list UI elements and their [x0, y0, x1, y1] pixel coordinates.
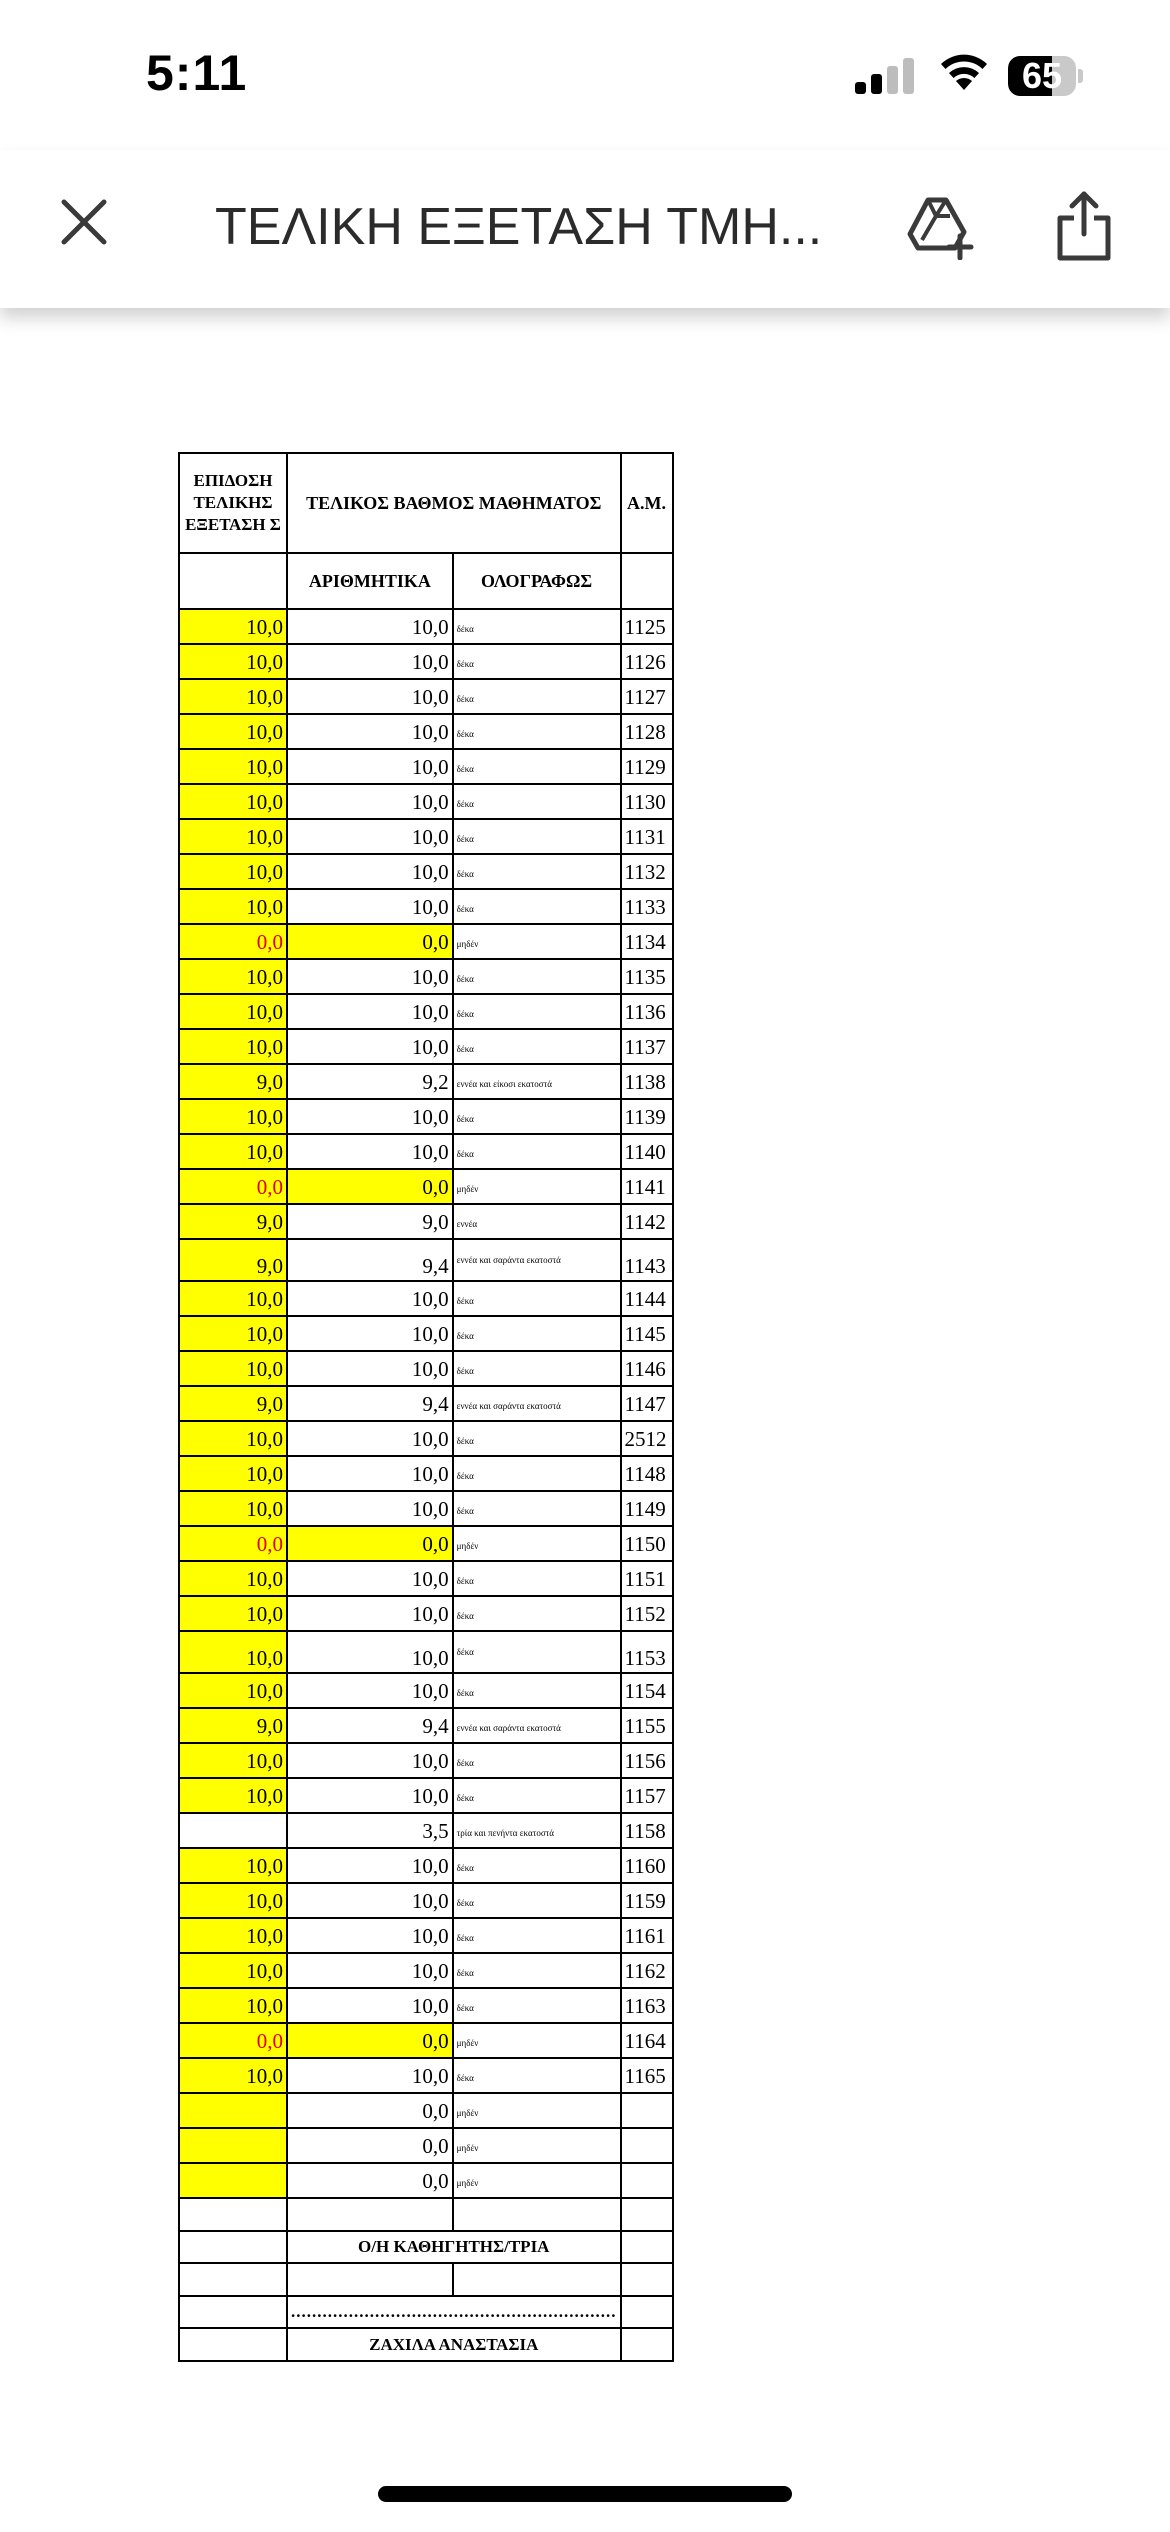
table-subheader-row: [179, 553, 673, 609]
table-row: [179, 1281, 673, 1316]
cell-olografos: δέκα: [453, 1281, 621, 1316]
table-row: [179, 1316, 673, 1351]
cell-arithmitika: 3,5: [287, 1813, 453, 1848]
cell-olografos: δέκα: [453, 1743, 621, 1778]
cell-arithmitika: 10,0: [287, 644, 453, 679]
cell-olografos: δέκα: [453, 1918, 621, 1953]
cell-olografos: μηδέν: [453, 2093, 621, 2128]
cell-olografos: μηδέν: [453, 924, 621, 959]
close-icon[interactable]: [54, 192, 114, 252]
subheader-empty: [621, 553, 673, 609]
cell-epidosi: 10,0: [179, 1281, 287, 1316]
cell-arithmitika: 10,0: [287, 749, 453, 784]
cell-am: 1142: [621, 1204, 673, 1239]
cell-olografos: δέκα: [453, 854, 621, 889]
home-indicator[interactable]: [378, 2486, 792, 2502]
cell-epidosi: 0,0: [179, 924, 287, 959]
cellular-signal-icon: [855, 58, 917, 94]
viewer-header: [0, 150, 1170, 308]
cell-epidosi: 0,0: [179, 1526, 287, 1561]
table-row: [179, 1239, 673, 1281]
table-row: [179, 749, 673, 784]
cell-epidosi: 10,0: [179, 854, 287, 889]
table-row: [179, 1064, 673, 1099]
cell-epidosi: 10,0: [179, 1351, 287, 1386]
cell-arithmitika: 10,0: [287, 1491, 453, 1526]
signature-line: ..............................................................: [287, 2296, 621, 2329]
cell-olografos: δέκα: [453, 889, 621, 924]
cell-arithmitika: 10,0: [287, 1099, 453, 1134]
cell-arithmitika: 10,0: [287, 609, 453, 644]
table-row: [179, 714, 673, 749]
cell-olografos: δέκα: [453, 1421, 621, 1456]
cell-arithmitika: 10,0: [287, 1631, 453, 1673]
cell-arithmitika: 9,4: [287, 1239, 453, 1281]
table-row: [179, 1813, 673, 1848]
cell-olografos: μηδέν: [453, 1169, 621, 1204]
table-row: [179, 854, 673, 889]
cell-epidosi: 10,0: [179, 609, 287, 644]
cell-arithmitika: 10,0: [287, 1743, 453, 1778]
cell-olografos: εννέα: [453, 1204, 621, 1239]
grades-table: [178, 452, 674, 2362]
cell-epidosi: 10,0: [179, 1029, 287, 1064]
cell-am: 1153: [621, 1631, 673, 1673]
cell-am: 1129: [621, 749, 673, 784]
cell-epidosi: [179, 1813, 287, 1848]
table-row: [179, 1883, 673, 1918]
cell-arithmitika: 10,0: [287, 1673, 453, 1708]
cell-olografos: εννέα και σαράντα εκατοστά: [453, 1386, 621, 1421]
cell-epidosi: 10,0: [179, 1596, 287, 1631]
table-row: [179, 2058, 673, 2093]
footer-row-blank: [179, 2263, 673, 2296]
table-row: [179, 1743, 673, 1778]
cell-olografos: δέκα: [453, 1631, 621, 1673]
cell-arithmitika: 10,0: [287, 679, 453, 714]
table-row: [179, 1778, 673, 1813]
cell-arithmitika: 10,0: [287, 2058, 453, 2093]
table-row: [179, 1029, 673, 1064]
table-row: [179, 1169, 673, 1204]
cell-arithmitika: 10,0: [287, 1918, 453, 1953]
cell-olografos: μηδέν: [453, 1526, 621, 1561]
header-telikos: ΤΕΛΙΚΟΣ ΒΑΘΜΟΣ ΜΑΘΗΜΑΤΟΣ: [287, 453, 621, 553]
cell-epidosi: 10,0: [179, 1631, 287, 1673]
cell-olografos: δέκα: [453, 1456, 621, 1491]
subheader-empty: [179, 553, 287, 609]
cell-arithmitika: 10,0: [287, 1883, 453, 1918]
cell-am: 1150: [621, 1526, 673, 1561]
cell-olografos: μηδέν: [453, 2163, 621, 2198]
cell-olografos: μηδέν: [453, 2023, 621, 2058]
cell-olografos: δέκα: [453, 1099, 621, 1134]
cell-olografos: δέκα: [453, 1883, 621, 1918]
cell-epidosi: 10,0: [179, 1099, 287, 1134]
cell-epidosi: 10,0: [179, 1456, 287, 1491]
cell-epidosi: 10,0: [179, 994, 287, 1029]
footer-row-professor-name: [179, 2328, 673, 2361]
cell-epidosi: 10,0: [179, 1743, 287, 1778]
cell-am: [621, 2128, 673, 2163]
cell-olografos: δέκα: [453, 1778, 621, 1813]
cell-arithmitika: 10,0: [287, 1029, 453, 1064]
cell-olografos: δέκα: [453, 1491, 621, 1526]
cell-arithmitika: 9,0: [287, 1204, 453, 1239]
table-row: [179, 679, 673, 714]
cell-am: 1130: [621, 784, 673, 819]
table-row: [179, 644, 673, 679]
cell-olografos: δέκα: [453, 1561, 621, 1596]
wifi-icon: [938, 52, 990, 92]
footer-row-professor-label: [179, 2231, 673, 2264]
cell-olografos: δέκα: [453, 1596, 621, 1631]
cell-epidosi: 10,0: [179, 1561, 287, 1596]
cell-arithmitika: 10,0: [287, 819, 453, 854]
cell-epidosi: 10,0: [179, 679, 287, 714]
table-row: [179, 1988, 673, 2023]
cell-am: 1140: [621, 1134, 673, 1169]
cell-olografos: τρία και πενήντα εκατοστά: [453, 1813, 621, 1848]
cell-arithmitika: 10,0: [287, 1281, 453, 1316]
cell-am: 1131: [621, 819, 673, 854]
table-row: [179, 1673, 673, 1708]
cell-arithmitika: 10,0: [287, 1351, 453, 1386]
cell-arithmitika: 9,4: [287, 1386, 453, 1421]
table-row: [179, 2163, 673, 2198]
cell-arithmitika: 10,0: [287, 1953, 453, 1988]
cell-am: 1165: [621, 2058, 673, 2093]
cell-epidosi: 10,0: [179, 1673, 287, 1708]
cell-olografos: δέκα: [453, 1316, 621, 1351]
status-time: 5:11: [146, 45, 248, 101]
cell-epidosi: 9,0: [179, 1064, 287, 1099]
status-bar: [0, 0, 1170, 150]
cell-am: [621, 2163, 673, 2198]
cell-am: 1154: [621, 1673, 673, 1708]
cell-am: 1162: [621, 1953, 673, 1988]
cell-am: 1134: [621, 924, 673, 959]
header-arithmitika: ΑΡΙΘΜΗΤΙΚΑ: [287, 553, 453, 609]
cell-arithmitika: 10,0: [287, 1988, 453, 2023]
table-row: [179, 959, 673, 994]
cell-olografos: δέκα: [453, 819, 621, 854]
cell-arithmitika: 0,0: [287, 924, 453, 959]
cell-epidosi: [179, 2128, 287, 2163]
cell-am: 1125: [621, 609, 673, 644]
cell-epidosi: 10,0: [179, 1491, 287, 1526]
battery-level: 65: [1021, 56, 1063, 96]
cell-am: 1160: [621, 1848, 673, 1883]
cell-am: 1126: [621, 644, 673, 679]
cell-olografos: δέκα: [453, 1848, 621, 1883]
cell-am: 1157: [621, 1778, 673, 1813]
header-am: Α.Μ.: [621, 453, 673, 553]
cell-am: 1146: [621, 1351, 673, 1386]
share-icon[interactable]: [1054, 188, 1114, 262]
table-row: [179, 1953, 673, 1988]
cell-arithmitika: 10,0: [287, 714, 453, 749]
cell-am: 1143: [621, 1239, 673, 1281]
cell-am: 1152: [621, 1596, 673, 1631]
cell-am: 1136: [621, 994, 673, 1029]
cell-olografos: δέκα: [453, 644, 621, 679]
cell-arithmitika: 10,0: [287, 1848, 453, 1883]
cell-epidosi: 10,0: [179, 1134, 287, 1169]
table-row: [179, 1848, 673, 1883]
cell-olografos: δέκα: [453, 714, 621, 749]
cell-am: 1149: [621, 1491, 673, 1526]
header-epidosi: ΕΠΙΔΟΣΗ ΤΕΛΙΚΗΣ ΕΞΕΤΑΣΗ Σ: [179, 453, 287, 553]
cell-arithmitika: 10,0: [287, 854, 453, 889]
table-row: [179, 1204, 673, 1239]
cell-arithmitika: 10,0: [287, 1561, 453, 1596]
cell-epidosi: 10,0: [179, 2058, 287, 2093]
cell-epidosi: 0,0: [179, 1169, 287, 1204]
cell-olografos: δέκα: [453, 609, 621, 644]
footer-row-signature: [179, 2296, 673, 2329]
cell-epidosi: 10,0: [179, 1316, 287, 1351]
cell-arithmitika: 0,0: [287, 2093, 453, 2128]
table-row: [179, 1918, 673, 1953]
table-header-row: [179, 453, 673, 553]
table-row: [179, 924, 673, 959]
table-row: [179, 1708, 673, 1743]
cell-am: 1145: [621, 1316, 673, 1351]
cell-epidosi: 10,0: [179, 749, 287, 784]
table-row: [179, 1631, 673, 1673]
cell-am: 1138: [621, 1064, 673, 1099]
cell-epidosi: 10,0: [179, 1953, 287, 1988]
cell-am: 1159: [621, 1883, 673, 1918]
cell-epidosi: 9,0: [179, 1204, 287, 1239]
cell-epidosi: 10,0: [179, 1883, 287, 1918]
header-olografos: ΟΛΟΓΡΑΦΩΣ: [453, 553, 621, 609]
cell-arithmitika: 10,0: [287, 1421, 453, 1456]
cell-am: 1144: [621, 1281, 673, 1316]
cell-olografos: εννέα και σαράντα εκατοστά: [453, 1708, 621, 1743]
cell-olografos: δέκα: [453, 2058, 621, 2093]
cell-epidosi: 9,0: [179, 1708, 287, 1743]
cell-olografos: δέκα: [453, 749, 621, 784]
table-row: [179, 819, 673, 854]
table-row: [179, 2093, 673, 2128]
cell-am: 1164: [621, 2023, 673, 2058]
cell-am: 1163: [621, 1988, 673, 2023]
table-row: [179, 609, 673, 644]
cell-olografos: δέκα: [453, 1134, 621, 1169]
cell-am: 1151: [621, 1561, 673, 1596]
cell-am: 1133: [621, 889, 673, 924]
cell-epidosi: 10,0: [179, 819, 287, 854]
cell-epidosi: 9,0: [179, 1386, 287, 1421]
cell-olografos: δέκα: [453, 1351, 621, 1386]
cell-olografos: εννέα και σαράντα εκατοστά: [453, 1239, 621, 1281]
cell-epidosi: 10,0: [179, 889, 287, 924]
cell-olografos: δέκα: [453, 679, 621, 714]
table-row: [179, 994, 673, 1029]
cell-epidosi: 10,0: [179, 1421, 287, 1456]
cell-arithmitika: 0,0: [287, 2163, 453, 2198]
professor-label: Ο/Η ΚΑΘΗΓΗΤΗΣ/ΤΡΙΑ: [287, 2231, 621, 2264]
cell-arithmitika: 10,0: [287, 784, 453, 819]
cell-epidosi: 10,0: [179, 1848, 287, 1883]
table-row: [179, 1421, 673, 1456]
cell-am: 1137: [621, 1029, 673, 1064]
cell-olografos: εννέα και είκοσι εκατοστά: [453, 1064, 621, 1099]
cell-olografos: δέκα: [453, 1953, 621, 1988]
table-row: [179, 1099, 673, 1134]
cell-am: 1135: [621, 959, 673, 994]
cell-epidosi: [179, 2163, 287, 2198]
cell-olografos: δέκα: [453, 959, 621, 994]
cell-am: 1127: [621, 679, 673, 714]
cell-am: 1148: [621, 1456, 673, 1491]
cell-epidosi: 10,0: [179, 1988, 287, 2023]
cell-arithmitika: 10,0: [287, 1316, 453, 1351]
table-row: [179, 784, 673, 819]
professor-name: ΖΑΧΙΛΑ ΑΝΑΣΤΑΣΙΑ: [287, 2328, 621, 2361]
cell-arithmitika: 10,0: [287, 1134, 453, 1169]
table-row: [179, 1351, 673, 1386]
cell-arithmitika: 0,0: [287, 2128, 453, 2163]
cell-am: 1158: [621, 1813, 673, 1848]
table-row: [179, 1491, 673, 1526]
cell-am: 1132: [621, 854, 673, 889]
cell-olografos: μηδέν: [453, 2128, 621, 2163]
table-row: [179, 889, 673, 924]
table-row: [179, 1561, 673, 1596]
cell-olografos: δέκα: [453, 1988, 621, 2023]
cell-epidosi: 10,0: [179, 784, 287, 819]
footer-row-blank: [179, 2198, 673, 2231]
table-row: [179, 1456, 673, 1491]
cell-epidosi: 10,0: [179, 959, 287, 994]
cell-arithmitika: 10,0: [287, 959, 453, 994]
cell-olografos: δέκα: [453, 784, 621, 819]
cell-am: 1147: [621, 1386, 673, 1421]
table-row: [179, 1526, 673, 1561]
cell-epidosi: 10,0: [179, 644, 287, 679]
cell-arithmitika: 0,0: [287, 1526, 453, 1561]
cell-am: 1155: [621, 1708, 673, 1743]
cell-arithmitika: 10,0: [287, 1596, 453, 1631]
cell-arithmitika: 9,4: [287, 1708, 453, 1743]
cell-epidosi: 10,0: [179, 714, 287, 749]
add-to-drive-icon[interactable]: [906, 190, 976, 260]
cell-epidosi: 10,0: [179, 1778, 287, 1813]
cell-am: 2512: [621, 1421, 673, 1456]
cell-epidosi: 0,0: [179, 2023, 287, 2058]
cell-epidosi: [179, 2093, 287, 2128]
table-row: [179, 1386, 673, 1421]
cell-epidosi: 9,0: [179, 1239, 287, 1281]
cell-arithmitika: 10,0: [287, 994, 453, 1029]
cell-am: [621, 2093, 673, 2128]
cell-olografos: δέκα: [453, 1029, 621, 1064]
table-row: [179, 2023, 673, 2058]
table-row: [179, 1134, 673, 1169]
cell-arithmitika: 0,0: [287, 2023, 453, 2058]
document-title: ΤΕΛΙΚΗ ΕΞΕΤΑΣΗ ΤΜΗ...: [215, 198, 823, 256]
table-row: [179, 1596, 673, 1631]
cell-olografos: δέκα: [453, 1673, 621, 1708]
document-page[interactable]: [0, 308, 1170, 2488]
cell-arithmitika: 9,2: [287, 1064, 453, 1099]
cell-olografos: δέκα: [453, 994, 621, 1029]
cell-arithmitika: 0,0: [287, 1169, 453, 1204]
table-row: [179, 2128, 673, 2163]
cell-am: 1141: [621, 1169, 673, 1204]
cell-am: 1161: [621, 1918, 673, 1953]
cell-arithmitika: 10,0: [287, 889, 453, 924]
cell-epidosi: 10,0: [179, 1918, 287, 1953]
cell-am: 1128: [621, 714, 673, 749]
battery-icon: [1008, 56, 1082, 96]
cell-arithmitika: 10,0: [287, 1456, 453, 1491]
cell-am: 1156: [621, 1743, 673, 1778]
cell-arithmitika: 10,0: [287, 1778, 453, 1813]
cell-am: 1139: [621, 1099, 673, 1134]
